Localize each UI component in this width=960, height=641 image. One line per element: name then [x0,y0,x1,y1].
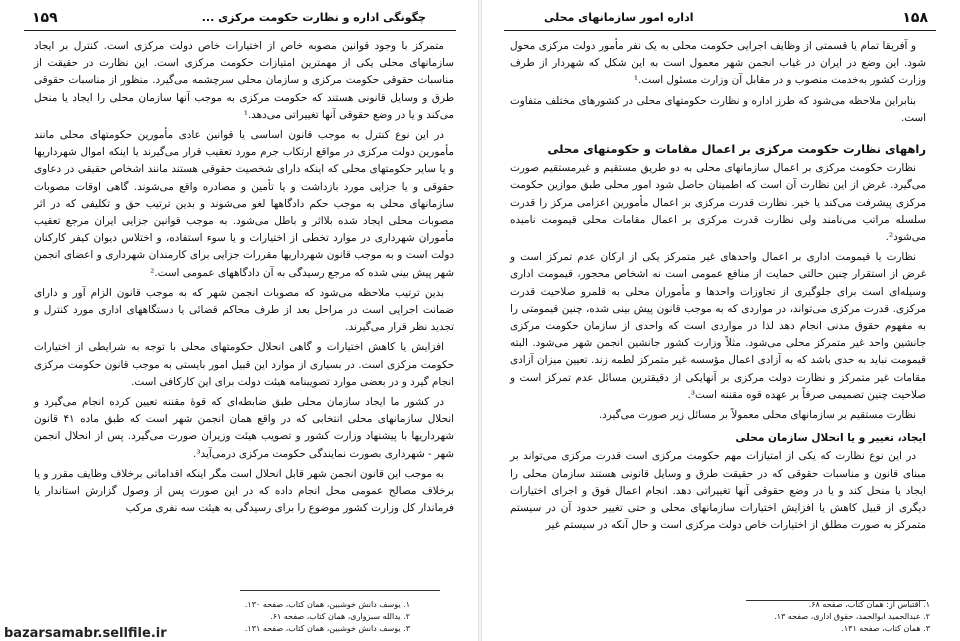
section-heading: راههای نظارت حکومت مرکزی بر اعمال مقامات و حکومتهای محلی [547,142,926,157]
footnote: ۱. یوسف دانش خوشبین، همان کتاب، صفحه ۱۳۰. [244,600,410,609]
paragraph: نظارت یا قیمومت اداری بر اعمال واحدهای غیر متمرکز یکی از ارکان عدم تمرکز است و غرض از استقرار چنین حالتی حمایت از منافع عمومی است نه اشخاص محجور، قیمومت اداری وسیله‌ای است برای جلوگیری از تجاوزات واحدها و مأموران محلی به قلمرو صلاحیت قدرت مرکزی. قدرت مرکزی می‌تواند، در مواردی که به موجب قانون پیش بینی شده، چنین قیمومتی را به مفهوم حقوق مدنی انجام دهد لذا در مواردی است که واحدی از سازمان حکومت مرکزی جانشین واحد غیر متمرکز محلی می‌شود. مثلاً وزارت کشور جانشین انجمن شهر می‌شود. البته قیمومت نباید به حدی باشد که به آزادی اعمال مؤسسه غیر متمرکز لطمه زند. تعیین میزان آزادی مقامات غیر متمرکز و نظارت دولت مرکزی بر آنهایکی از دقیقترین مسائل عدم تمرکز است و صلاحیت چنین تصمیمی صرفاً بر عهده قوه مقننه است³. [510,251,926,401]
paragraph: و آفریقا تمام یا قسمتی از وظایف اجرایی حکومت محلی به یک نفر مأمور دولت مرکزی محول شود. این وضع در ایران در غیاب انجمن شهر معمول است به این شکل که شهردار از طرف وزارت کشور به‌خدمت منصوب و در مقابل آن وزارت مسئول است.¹ [510,40,926,87]
paragraph: در این نوع نظارت که یکی از امتیازات مهم حکومت مرکزی است قدرت مرکزی می‌تواند بر مبنای قانون و مناسبات حقوقی که در حقیقت طرق و وسایل قانونی هستند سازمان محلی را ایجاد یا منحل کند و یا در وضع حقوقی آنها تغییراتی دهد. انجام اعمال فوق و اجرای اختیارات دیگری از قبیل کاهش یا افزایش اختیارات سازمانهای محلی و حتی تغییر حدود آن در سیستم متمرکز به صورت مطلق از اختیارات خاص دولت مرکزی است و حال آنکه در سیستم غیر [510,450,926,532]
paragraph: نظارت حکومت مرکزی بر اعمال سازمانهای محلی به دو طریق مستقیم و غیرمستقیم صورت می‌گیرد. غرض از این نظارت آن است که اطمینان حاصل شود امور محلی طبق موازین حکومت مرکزی پیشرفت می‌کند یا خیر. نظارت قدرت مرکزی بر اعمال مأمورین اعزامی مرکز را قدرت سلسله مراتب می‌نامند ولی نظارت قدرت مرکزی بر اعمال مقامات محلی قیمومت نامیده می‌شود². [510,162,926,244]
paragraph: بنابراین ملاحظه می‌شود که طرز اداره و نظارت حکومتهای محلی در کشورهای مختلف متفاوت است. [510,94,926,124]
right-footnotes [630,599,930,635]
left-page-body [34,38,454,520]
paragraph: افزایش یا کاهش اختیارات و گاهی انحلال حکومتهای محلی با توجه به شرایطی از اختیارات حکومت مرکزی است. در بسیاری از موارد این قبیل امور بایستی به موجب قانون حکومت مرکزی انجام گیرد و در بعضی موارد تصویبنامه هیئت دولت برای این کارکافی است. [34,341,454,388]
paragraph: نظارت مستقیم بر سازمانهای محلی معمولاً بر مسائل زیر صورت می‌گیرد. [598,409,916,422]
paragraph: به موجب این قانون انجمن شهر قابل انحلال است مگر اینکه اقداماتی برخلاف وظایف مقرر و یا برخلاف مصالح عمومی محل انجام داده که در این صورت پس از وصول گزارش استاندار یا فرماندار کل وزارت کشور موضوع را برای رسیدگی به هیئت سه نفری مرکب [34,467,454,515]
right-page [480,0,960,641]
footnote: ۱. اقتباس از: همان کتاب، صفحه ۶۸. [808,600,930,609]
left-running-title: چگونگی اداره و نظارت حکومت مرکزی ... [201,11,426,24]
paragraph: در این نوع کنترل به موجب قانون اساسی یا قوانین عادی مأمورین حکومتهای محلی مانند مأمورین دولت مرکزی در مواقع ارتکاب جرم مورد تعقیب قرار می‌گیرند یا اینکه اموال شهرداریها و یا سایر حکومتهای محلی که اینکه دارای شخصیت حقوقی هستند مانند اشخاص حقیقی در دعاوی حقوقی و یا جزایی مورد بازداشت و یا تأمین و مصادره واقع می‌شوند. گاهی اوقات مصوبات سازمانهای محلی به موجب حکم دادگاهها لغو می‌شوند و بدین ترتیب حق و تکلیفی که در اثر مصوبات محلی ایجاد شده بلااثر و باطل می‌شود. به موجب قوانین جزایی ایران مرجع تعقیب مأموران شهرداری در موارد تخطی از اختیارات و یا سوء استفاده، و اختلاس دیوان کیفر کارکنان دولت است و به موجب قانون شهرداریها مقررات جزایی برای کارمندان شهرداری و اعضای انجمن شهر پیش بینی شده که مرجع رسیدگی به آن دادگاههای عمومی است.² [34,129,454,279]
paragraph: متمرکز با وجود قوانین مصوبه خاص از اختیارات خاص دولت مرکزی است. کنترل بر ایجاد سازمانهای محلی یکی از مهمترین امتیازات حکومت مرکزی است. این نظارت در حقیقت از مناسبات حقوقی حکومت مرکزی و سازمان محلی سرچشمه می‌گیرد. منظور از مناسبات حقوقی طرق و وسایل قانونی هستند که حکومت مرکزی به موجب آنها سازمان محلی را ایجاد یا منحل می‌کند و یا در وضع حقوقی آنها تغییراتی می‌دهد.¹ [34,40,454,121]
footnote-divider [240,590,440,591]
left-footnotes [150,599,410,635]
left-page-header [24,10,456,31]
footnote: ۲. یدالله سبزواری، همان کتاب، صفحه ۶۱. [270,612,410,621]
right-page-body [510,38,926,537]
footnote: ۳. یوسف دانش خوشبین، همان کتاب، صفحه ۱۳۱. [244,624,410,633]
right-page-header [504,10,936,31]
paragraph: در کشور ما ایجاد سازمان محلی طبق ضابطه‌ای که قوهٔ مقننه تعیین کرده انجام می‌گیرد و انحلال سازمانهای محلی انتخابی که در واقع همان انجمن شهر است که طبق ماده ۴۱ قانون شهرداریها با پیشنهاد وزارت کشور و تصویب هیئت وزیران صورت می‌گیرد. پس از انحلال انجمن شهر - شهرداری بصورت نمایندگی حکومت مرکزی درمی‌آید³. [34,396,454,460]
right-running-title: اداره امور سازمانهای محلی [544,11,694,24]
watermark: bazarsamabr.sellfile.ir [0,626,171,641]
right-page-number: ۱۵۸ [902,10,928,26]
subsection-heading: ایجاد، تغییر و یا انحلال سازمان محلی [735,432,926,445]
footnote: ۲. عبدالحمید ابوالحمد، حقوق اداری، صفحه ۱۳. [774,612,930,621]
left-page-number: ۱۵۹ [32,10,58,26]
paragraph: بدین ترتیب ملاحظه می‌شود که مصوبات انجمن شهر که به موجب قانون الزام آور و دارای ضمانت اجرایی است در مراحل بعد از طرف محاکم قضائی یا دستگاههای اداری مورد کنترل و تجدید نظر قرار می‌گیرند. [34,286,454,334]
footnote: ۳. همان کتاب، صفحه ۱۳۱. [841,624,930,633]
